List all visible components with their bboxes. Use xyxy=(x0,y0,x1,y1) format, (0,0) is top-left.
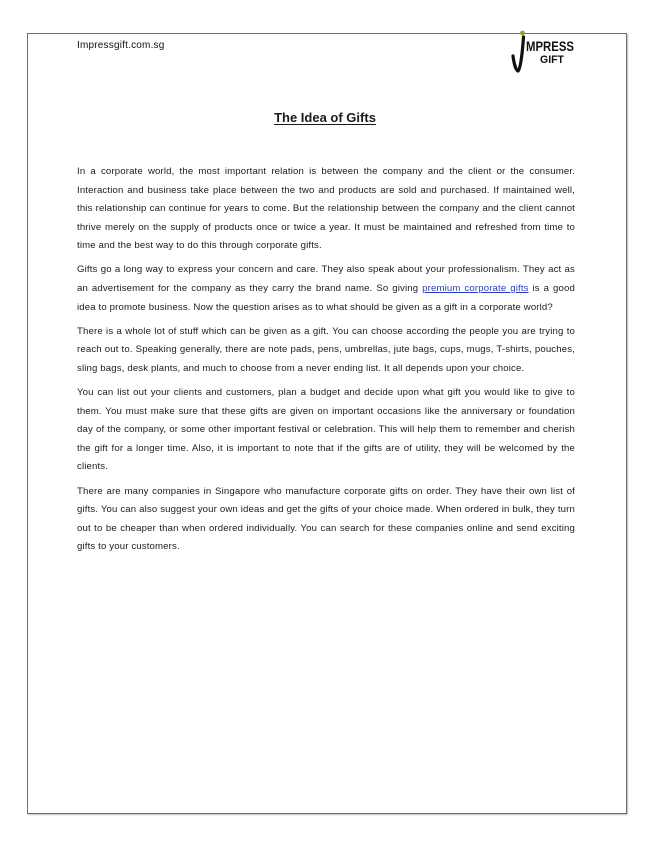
paragraph-3: There is a whole lot of stuff which can be given as a gift. You can choose according the people you are trying to reach out to. Speaking generally, there are note pads, pens, umbrellas, jute bags, cups, mugs, T-shirts, pouches, sling bags, desk plants, and much to choose from a never ending list. It all depends upon your choice. xyxy=(77,325,575,374)
paragraph-4: You can list out your clients and customers, plan a budget and decide upon what gift you would like to give to them. You must make sure that these gifts are given on important occasions like the anniversary or foundation day of the company, or some other important festival or celebration. This will help them to remember and cherish the gift for a longer time. Also, it is important to note that if the gifts are of utility, they will be welcomed by the clients. xyxy=(77,387,575,473)
paragraph-5: There are many companies in Singapore who manufacture corporate gifts on order. They have their own list of gifts. You can also suggest your own ideas and get the gifts of your choice made. When ordered in bulk, they turn out to be cheaper than when ordered individually. You can search for these companies online and send exciting gifts to your customers. xyxy=(77,485,575,553)
document-body xyxy=(77,163,575,562)
paragraph-1: In a corporate world, the most important relation is between the company and the client or the consumer. Interaction and business take place between the two and products are sold and purchased. If maintained well, this relationship can continue for years to come. But the relationship between the company and the client cannot thrive merely on the supply of products once or twice a year. It must be maintained and refreshed from time to time and the best way to do this through corporate gifts. xyxy=(77,166,575,252)
impress-gift-logo xyxy=(510,30,580,75)
checkmark-i-logo-icon xyxy=(510,30,580,75)
paragraph-2-text-before: Gifts go a long way to express your concern and care. They also speak about your professionalism. They act as an advertisement for the company as they carry the brand name. So giving xyxy=(77,264,575,295)
premium-corporate-gifts-link[interactable]: premium corporate gifts xyxy=(422,283,529,295)
svg-text:MPRESS: MPRESS xyxy=(526,38,574,54)
paragraph-2-text-after: is a good idea to promote business. Now the question arises as to what should be given as a gift in a corporate world? xyxy=(77,283,575,313)
svg-text:GIFT: GIFT xyxy=(540,54,565,66)
document-title: The Idea of Gifts xyxy=(274,110,376,125)
paragraph-2 xyxy=(77,261,575,317)
header-site-name: Impressgift.com.sg xyxy=(77,40,165,51)
